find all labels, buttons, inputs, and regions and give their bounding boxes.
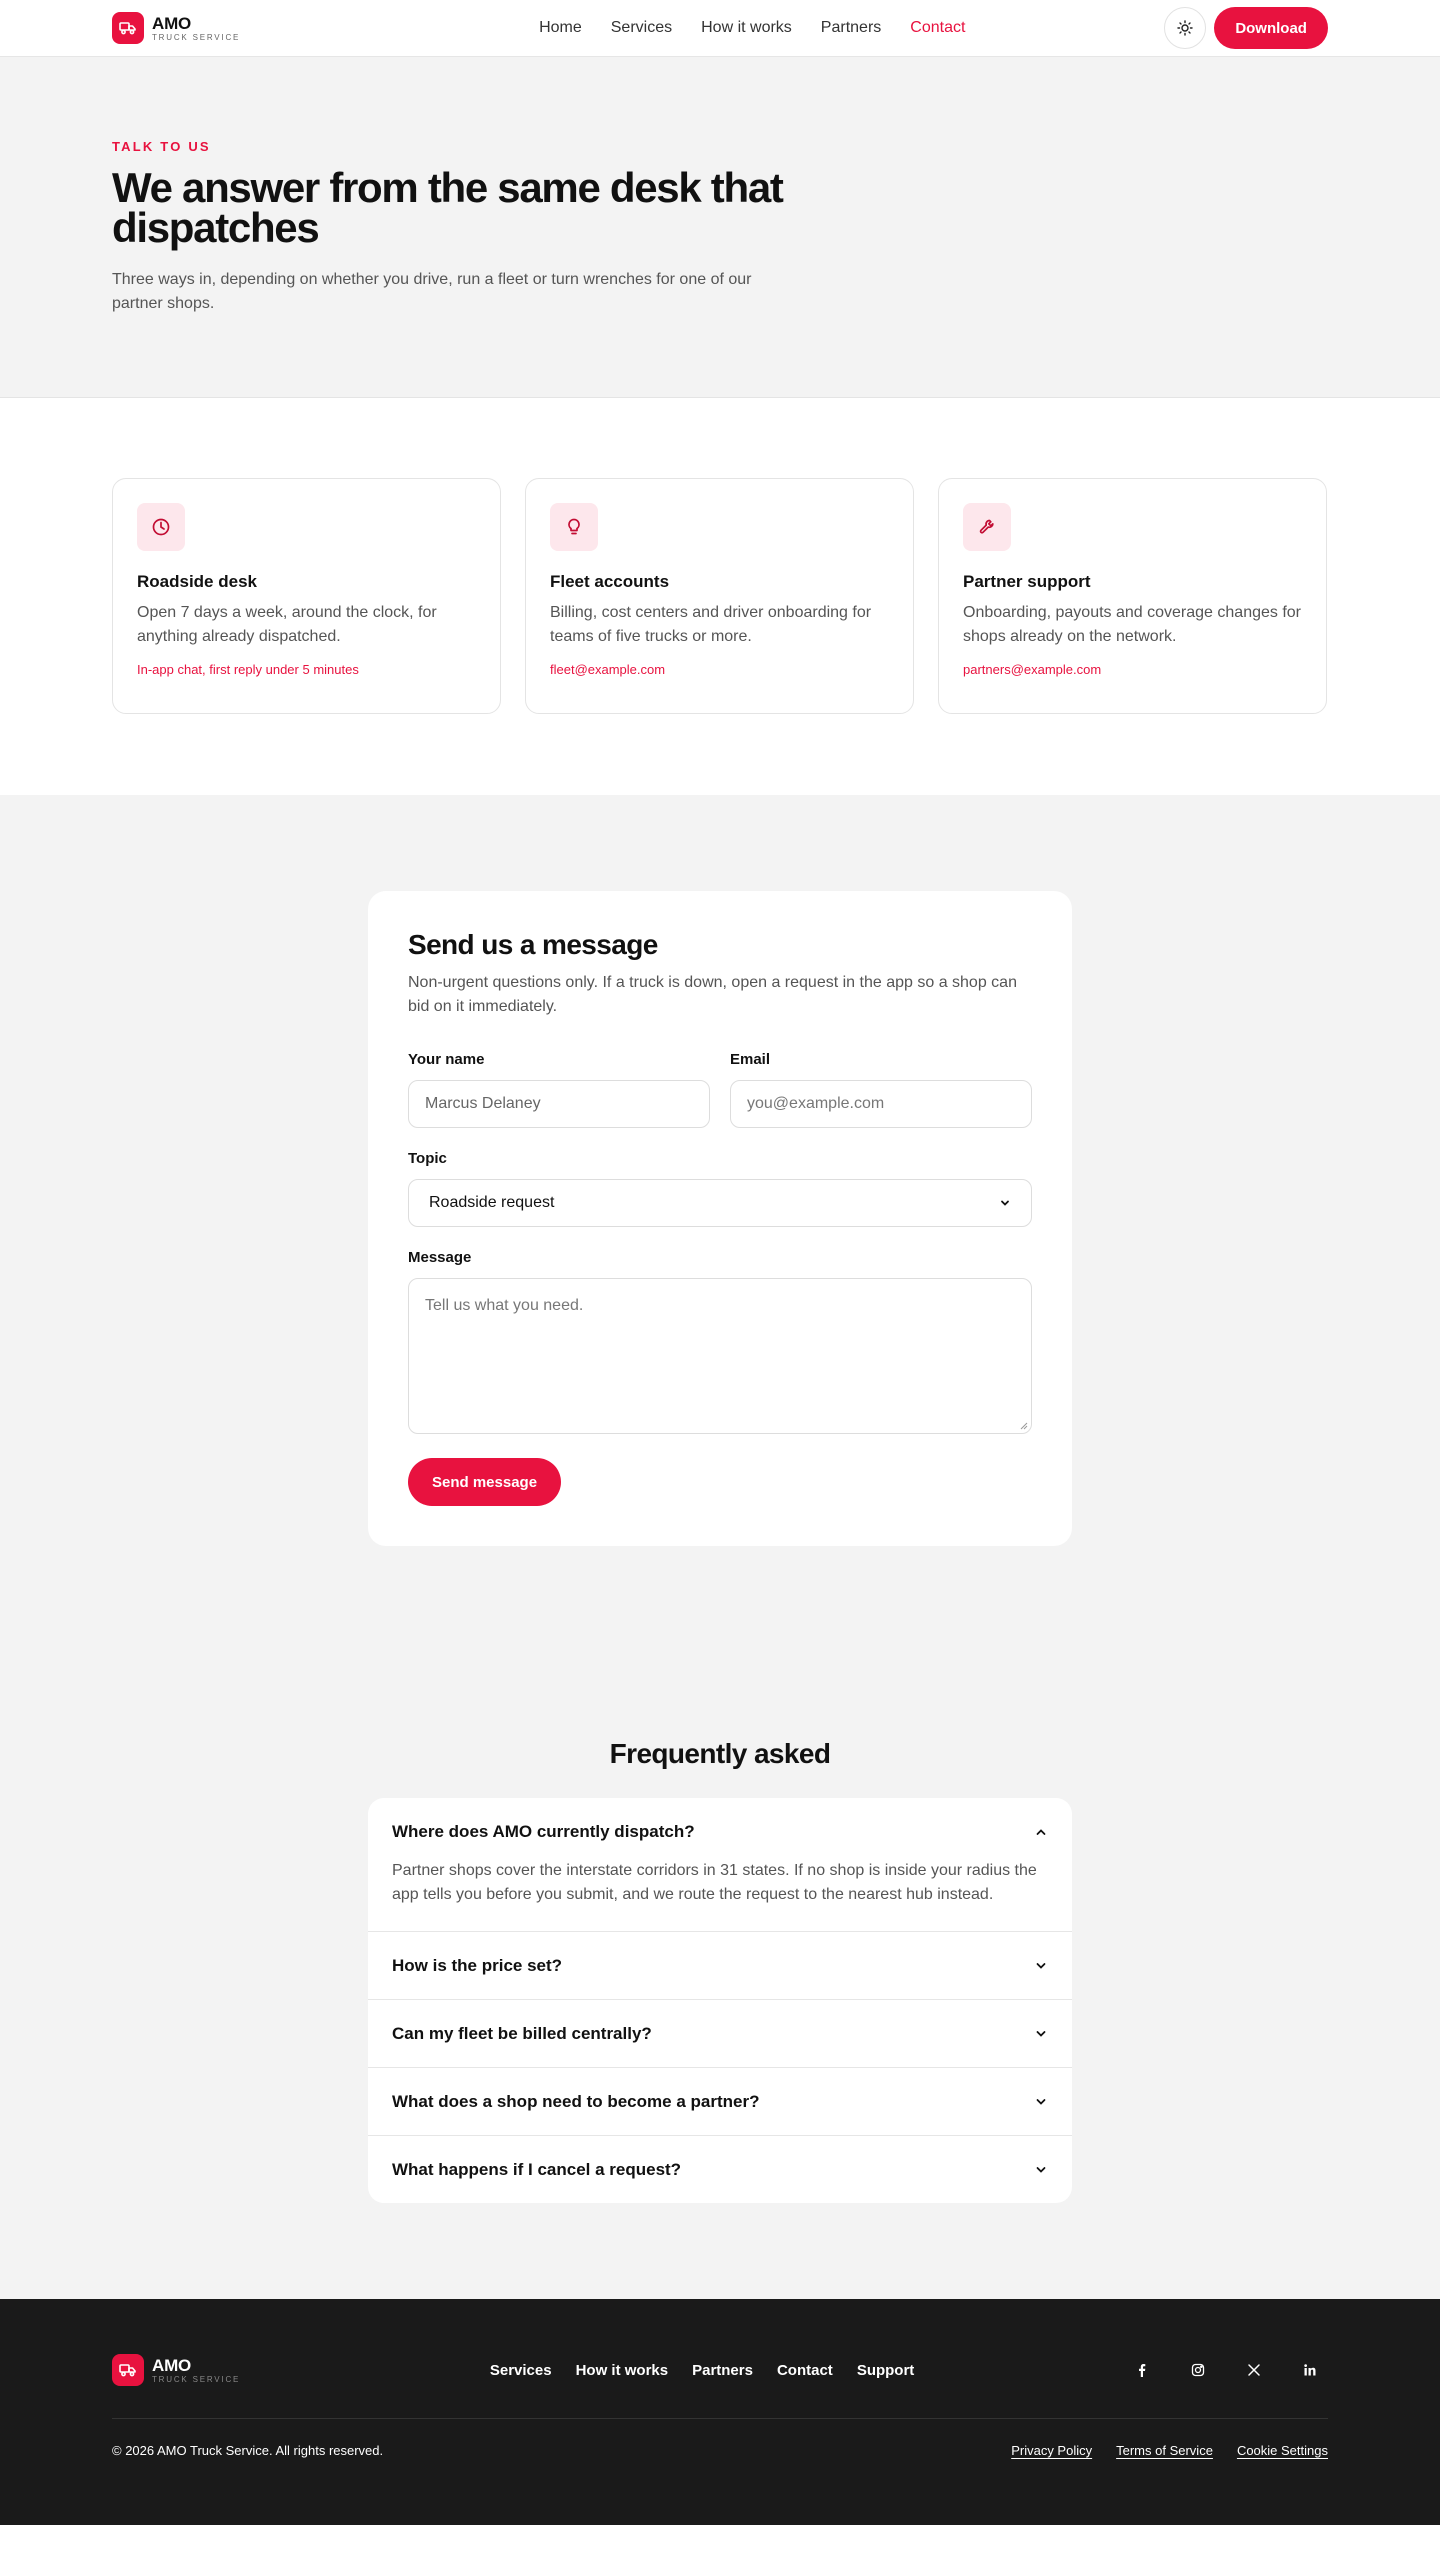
brand-name: AMO — [152, 2355, 192, 2375]
faq-item — [368, 1798, 1072, 1932]
nav-home[interactable]: Home — [539, 19, 582, 36]
footer-nav-contact[interactable]: Contact — [776, 2361, 833, 2379]
download-button[interactable]: Download — [1214, 7, 1328, 49]
lightbulb-icon — [550, 503, 598, 551]
fleet-accounts-card — [525, 478, 914, 714]
footer-nav-how-it-works[interactable]: How it works — [575, 2361, 669, 2379]
card-contact-link[interactable]: fleet@example.com — [550, 662, 666, 677]
sun-icon — [1177, 20, 1193, 36]
faq-section — [0, 1642, 1440, 2299]
faq-question-text: What does a shop need to become a partner? — [392, 2091, 760, 2111]
contact-options-section — [0, 398, 1440, 795]
message-textarea[interactable] — [408, 1278, 1032, 1434]
page-title: We answer from the same desk that dispatches — [112, 164, 783, 251]
email-label: Email — [730, 1051, 771, 1068]
theme-toggle-button[interactable] — [1164, 7, 1206, 49]
partner-support-card — [938, 478, 1327, 714]
message-label: Message — [408, 1249, 472, 1266]
topic-select-value: Roadside request — [429, 1194, 555, 1211]
main-nav — [539, 19, 965, 37]
footer-brand-logo[interactable] — [112, 2354, 240, 2386]
name-label: Your name — [408, 1051, 485, 1068]
topic-label: Topic — [408, 1150, 447, 1167]
truck-icon — [112, 2354, 144, 2386]
card-text: Open 7 days a week, around the clock, for anything already dispatched. — [137, 604, 437, 645]
message-placeholder: Tell us what you need. — [425, 1297, 584, 1314]
card-text: Billing, cost centers and driver onboarding for teams of five trucks or more. — [550, 604, 872, 645]
site-header — [0, 0, 1440, 57]
faq-question[interactable] — [392, 2136, 1048, 2203]
faq-question[interactable] — [392, 2068, 1048, 2135]
faq-item — [368, 2068, 1072, 2136]
card-title: Roadside desk — [137, 572, 257, 591]
email-input[interactable]: you@example.com — [730, 1080, 1032, 1128]
card-contact-link[interactable]: In-app chat, first reply under 5 minutes — [137, 662, 359, 677]
contact-form-section — [0, 795, 1440, 1642]
faq-item — [368, 1932, 1072, 2000]
card-title: Partner support — [963, 572, 1091, 591]
resize-handle-icon[interactable] — [1020, 1422, 1028, 1430]
faq-question[interactable] — [392, 1798, 1048, 1865]
privacy-policy-link[interactable]: Privacy Policy — [1011, 2443, 1093, 2458]
footer-nav-partners[interactable]: Partners — [692, 2361, 753, 2379]
instagram-icon[interactable] — [1180, 2352, 1216, 2388]
faq-title: Frequently asked — [609, 1738, 831, 1769]
nav-contact[interactable]: Contact — [910, 19, 966, 36]
hero-eyebrow: TALK TO US — [112, 139, 211, 154]
clock-icon — [137, 503, 185, 551]
nav-how-it-works[interactable]: How it works — [701, 19, 792, 36]
x-icon[interactable] — [1236, 2352, 1272, 2388]
chevron-down-icon — [999, 1197, 1011, 1209]
copyright: © 2026 AMO Truck Service. All rights reserved. — [112, 2443, 384, 2458]
facebook-icon[interactable] — [1124, 2352, 1160, 2388]
brand-logo[interactable] — [112, 12, 240, 44]
form-title: Send us a message — [408, 929, 658, 960]
faq-item — [368, 2000, 1072, 2068]
wrench-icon — [963, 503, 1011, 551]
faq-item — [368, 2136, 1072, 2203]
legal-links — [1011, 2443, 1328, 2458]
social-links — [1124, 2352, 1328, 2388]
faq-question[interactable] — [392, 2000, 1048, 2067]
chevron-down-icon — [1034, 2095, 1048, 2109]
faq-answer: Partner shops cover the interstate corridors in 31 states. If no shop is inside your radius the app tells you before you submit, and we route the request to the nearest hub instead. — [392, 1862, 1037, 1903]
chevron-down-icon — [1034, 2163, 1048, 2177]
faq-question-text: Where does AMO currently dispatch? — [392, 1821, 695, 1841]
chevron-down-icon — [1034, 1959, 1048, 1973]
contact-form — [368, 891, 1072, 1546]
faq-question[interactable] — [392, 1932, 1048, 1999]
faq-question-text: How is the price set? — [392, 1955, 563, 1975]
site-footer — [0, 2299, 1440, 2525]
footer-nav-services[interactable]: Services — [489, 2361, 552, 2379]
roadside-desk-card — [112, 478, 501, 714]
brand-name: AMO — [152, 13, 192, 33]
faq-question-text: What happens if I cancel a request? — [392, 2159, 682, 2179]
card-text: Onboarding, payouts and coverage changes for shops already on the network. — [963, 604, 1302, 645]
footer-divider — [112, 2418, 1328, 2419]
nav-services[interactable]: Services — [610, 19, 673, 36]
truck-icon — [112, 12, 144, 44]
name-input[interactable]: Marcus Delaney — [408, 1080, 710, 1128]
faq-list — [368, 1798, 1072, 2203]
brand-tagline: TRUCK SERVICE — [152, 32, 241, 42]
cookie-settings-link[interactable]: Cookie Settings — [1236, 2443, 1328, 2458]
chevron-down-icon — [1034, 2027, 1048, 2041]
chevron-up-icon — [1034, 1825, 1048, 1839]
hero-section — [0, 57, 1440, 398]
linkedin-icon[interactable] — [1292, 2352, 1328, 2388]
terms-of-service-link[interactable]: Terms of Service — [1116, 2443, 1213, 2458]
hero-subtitle: Three ways in, depending on whether you drive, run a fleet or turn wrenches for one of our partner shops. — [112, 271, 752, 312]
faq-question-text: Can my fleet be billed centrally? — [392, 2023, 652, 2043]
footer-nav-support[interactable]: Support — [856, 2361, 915, 2379]
card-title: Fleet accounts — [550, 572, 670, 591]
card-contact-link[interactable]: partners@example.com — [963, 662, 1102, 677]
send-message-button[interactable]: Send message — [408, 1458, 561, 1506]
form-lead: Non-urgent questions only. If a truck is down, open a request in the app so a shop can bid on it immediately. — [408, 974, 1017, 1015]
topic-select[interactable] — [408, 1179, 1032, 1227]
footer-nav — [490, 2362, 914, 2379]
brand-tagline: TRUCK SERVICE — [152, 2374, 241, 2384]
nav-partners[interactable]: Partners — [820, 19, 882, 36]
